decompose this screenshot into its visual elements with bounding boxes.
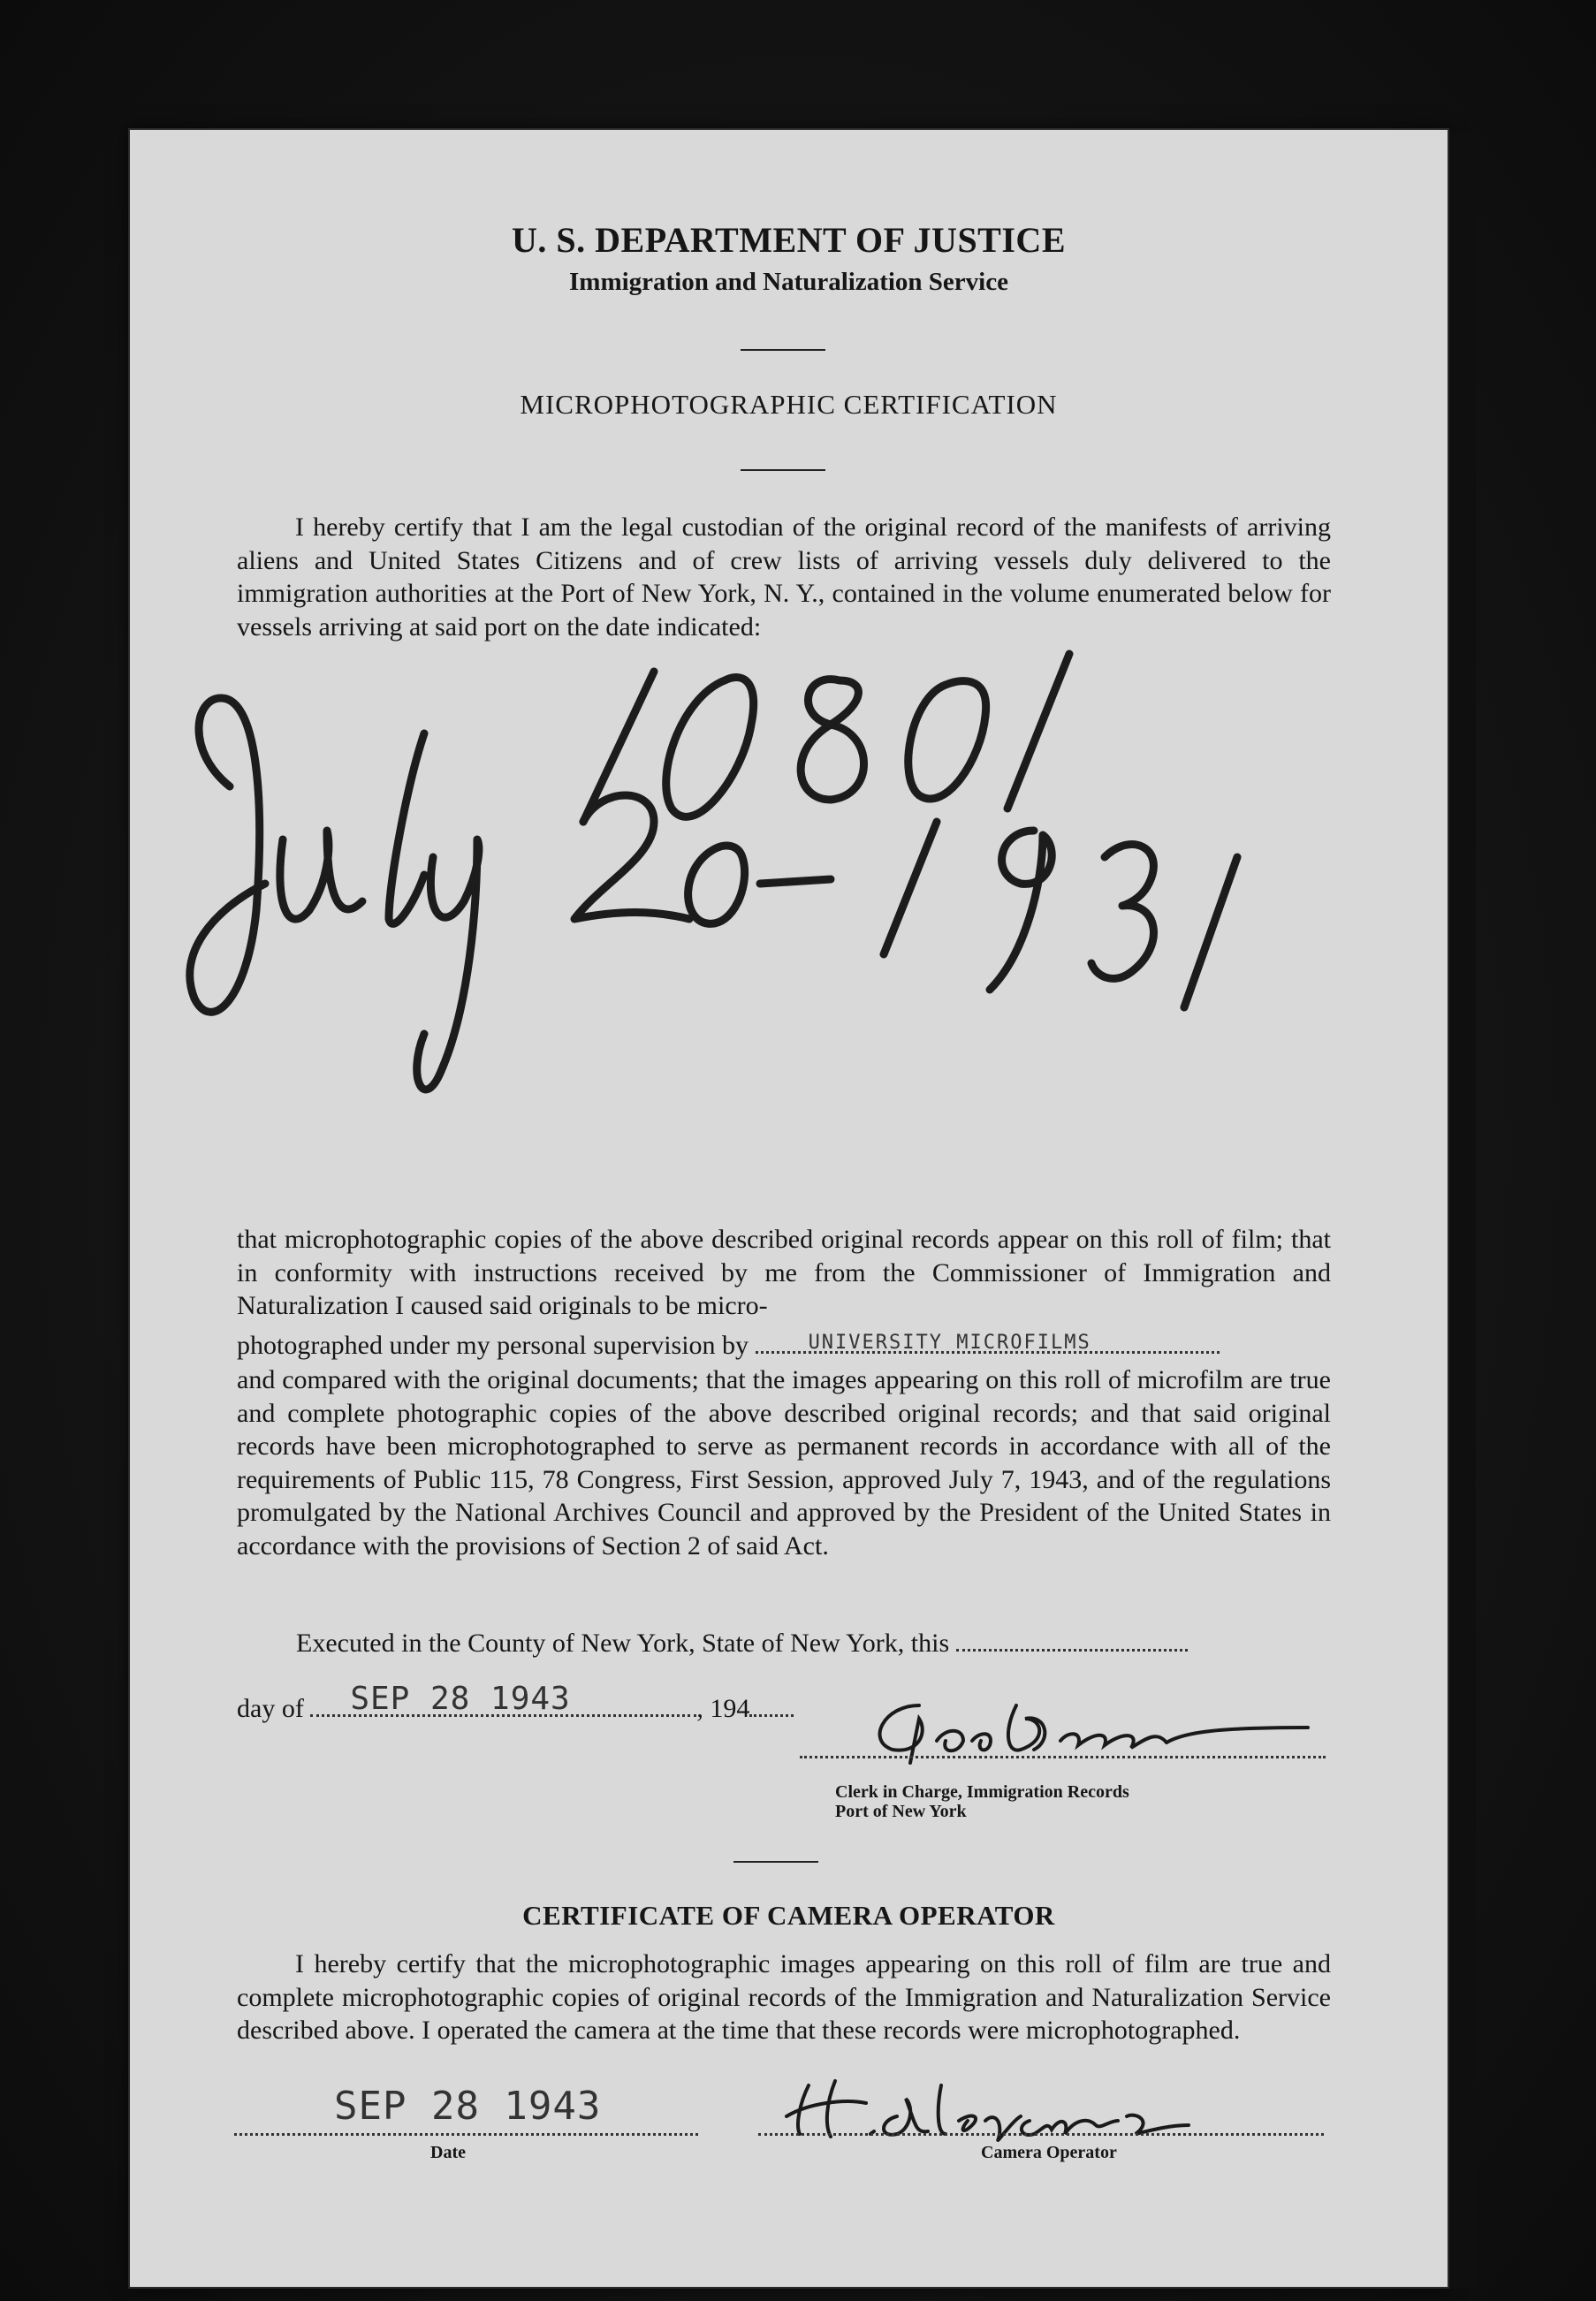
handwritten-month [190,698,479,1090]
divider [741,469,825,471]
day-of-field [310,1681,696,1717]
divider [741,349,825,351]
executed-day-field [956,1649,1188,1652]
supervision-field [756,1332,1220,1354]
handwritten-volume-number [583,654,1069,822]
operator-date-stamp: SEP 28 1943 [334,2084,602,2129]
supervision-line [237,1331,1220,1361]
year-field [749,1714,794,1717]
handwritten-day-year [574,795,1237,1007]
camera-certificate-title: CERTIFICATE OF CAMERA OPERATOR [522,1900,1055,1931]
conformity-paragraph: that microphotographic copies of the above described original records appear on this roll of film; that in conformity with instructions received by me from the Commissioner of Immigration and Naturalization I caused said originals to be micro- [237,1225,1331,1320]
executed-line [296,1629,1188,1659]
clerk-signature-line [800,1752,1326,1758]
clerk-title: Clerk in Charge, Immigration Records Port of New York [835,1782,1129,1821]
day-of-line [237,1681,794,1724]
supervision-prefix: photographed under my personal supervision by [237,1331,749,1360]
operator-date-line [234,2130,698,2136]
date-label: Date [430,2143,466,2162]
handwritten-entry [159,619,1396,1255]
service-subheading: Immigration and Naturalization Service [569,268,1008,296]
clerk-signature [848,1679,1343,1776]
compliance-paragraph: and compared with the original documents; that the images appearing on this roll of microfilm are true and complete photographic copies of the above described original records; and that said original records have been microphotographed to serve as permanent records in accordance with all of the requirements of Public 115, 78 Congress, First Session, approved July 7, 1943, and of the regulations promulgated by the National Archives Council and approved by the President of the United States in accordance with the provisions of Section 2 of said Act. [237,1365,1331,1561]
operator-signature-line [758,2130,1324,2136]
department-heading: U. S. DEPARTMENT OF JUSTICE [512,220,1066,260]
certification-title: MICROPHOTOGRAPHIC CERTIFICATION [520,389,1058,420]
microfilm-company-stamp: UNIVERSITY MICROFILMS [808,1332,1091,1354]
camera-certificate-paragraph: I hereby certify that the microphotographic images appearing on this roll of film are true and complete microphotographic copies of original records of the Immigration and Naturalization Service described above. I operated the camera at the time that these records were microphotographed. [237,1949,1331,2045]
camera-operator-label: Camera Operator [981,2143,1117,2162]
film-edge [1449,133,1476,2289]
date-stamp: SEP 28 1943 [350,1681,571,1717]
year-prefix: , 194 [696,1694,750,1723]
executed-text: Executed in the County of New York, State of New York, this [296,1629,950,1658]
day-of-label: day of [237,1694,304,1723]
divider [733,1861,818,1863]
custodian-paragraph: I hereby certify that I am the legal custodian of the original record of the manifests of arriving aliens and United States Citizens and of crew lists of arriving vessels duly delivered to the immigration authorities at the Port of New York, N. Y., contained in the volume enumerated below for vessels arriving at said port on the date indicated: [237,513,1331,642]
